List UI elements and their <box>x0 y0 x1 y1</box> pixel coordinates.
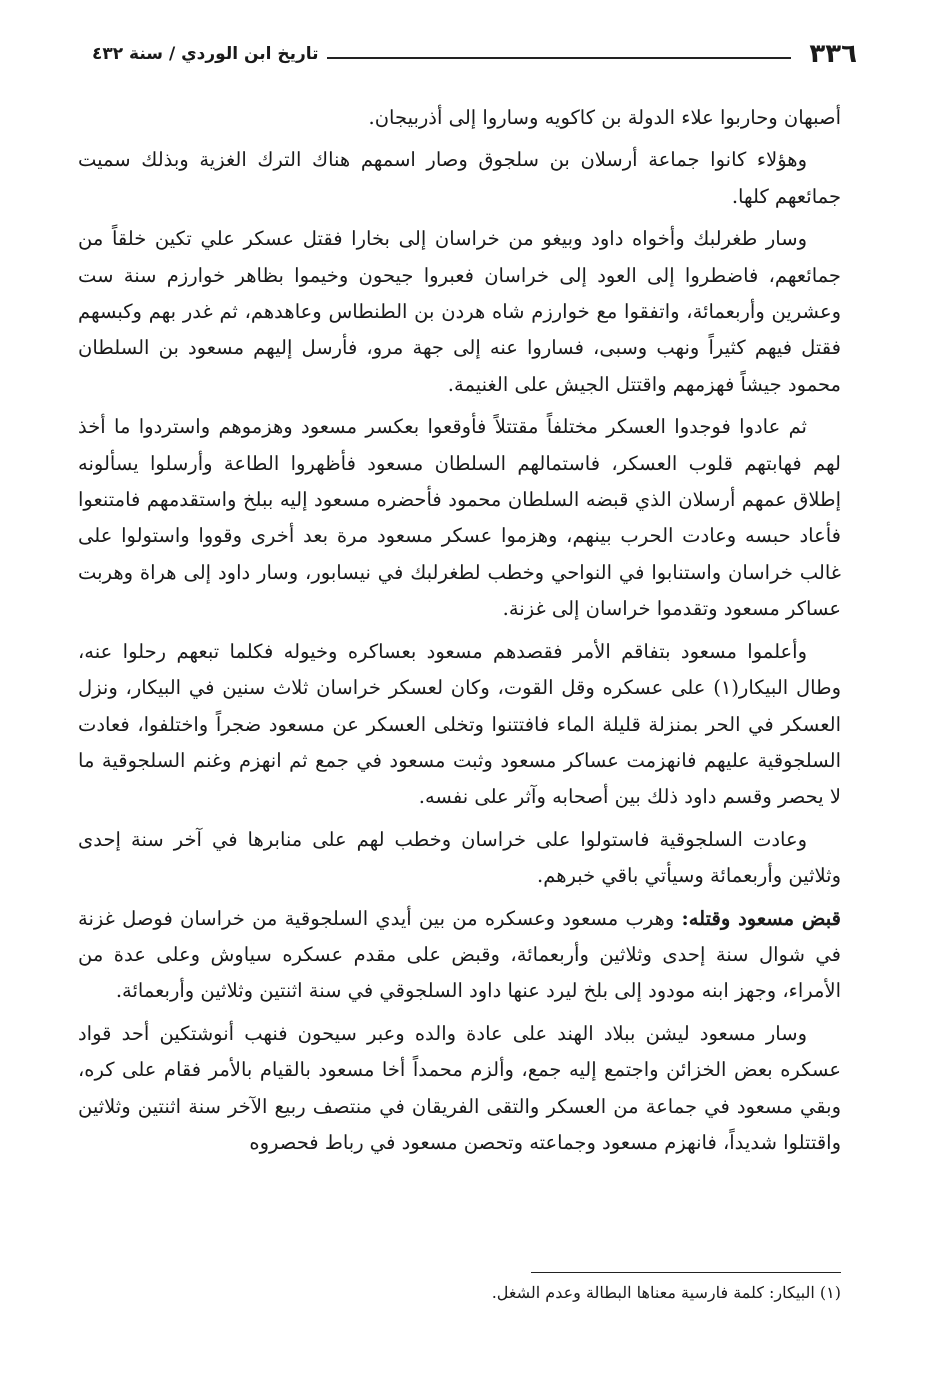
paragraph: وهؤلاء كانوا جماعة أرسلان بن سلجوق وصار اسمهم هناك الترك الغزية وبذلك سميت جمائعهم كلها. <box>78 148 841 208</box>
paragraph-with-heading: قبض مسعود وقتله: وهرب مسعود وعسكره من بين أيدي السلجوقية من خراسان فوصل غزنة في شوال سنة إحدى وثلاثين وأربعمائة، وقبض على مقدم عسكره سياوش وعلى عدة من الأمراء، وجهز ابنه مودود إلى بلخ ليرد عنها داود السلجوقي في سنة اثنتين وثلاثين وأربعمائة. <box>78 906 841 1003</box>
footnote-rule <box>531 1272 841 1273</box>
paragraph: أصبهان وحاربوا علاء الدولة بن كاكويه وساروا إلى أذربيجان. <box>368 106 841 129</box>
body-text <box>78 100 841 1167</box>
page-header <box>92 34 857 74</box>
paragraph: وسار طغرلبك وأخواه داود وبيغو من خراسان إلى بخارا فقتل عسكر علي تكين خلقاً من جمائعهم، فاضطروا إلى العود إلى خراسان فعبروا جيحون وخيموا بظاهر خوارزم سنة ست وعشرين وأربعمائة، واتفقوا مع خوارزم شاه هردن بن الطنطاس وعاهدهم، ثم غدر بهم وكبسهم فقتل فيهم كثيراً ونهب وسبى، فساروا عنه إلى جهة مرو، فأرسل إليهم مسعود بن السلطان محمود جيشاً فهزمهم واقتتل الجيش على الغنيمة. <box>78 227 841 396</box>
footnote: (١) البيكار: كلمة فارسية معناها البطالة وعدم الشغل. <box>491 1283 841 1302</box>
running-title: تاريخ ابن الوردي / سنة ٤٣٢ <box>92 44 319 64</box>
header-rule <box>327 57 792 59</box>
paragraph: وعادت السلجوقية فاستولوا على خراسان وخطب لهم على منابرها في آخر سنة إحدى وثلاثين وأربعمائة وسيأتي باقي خبرهم. <box>78 827 841 888</box>
section-heading: قبض مسعود وقتله: <box>681 906 841 930</box>
paragraph: وسار مسعود ليشن ببلاد الهند على عادة والده وعبر سيحون فنهب أنوشتكين أحد قواد عسكره بعض الخزائن واجتمع إليه جمع، وألزم محمداً أخا مسعود بالقيام بالأمر فقام على كره، وبقي مسعود في جماعة من العسكر والتقى الفريقان في منتصف ربيع الآخر سنة اثنتين وثلاثين واقتتلوا شديداً، فانهزم مسعود وجماعته وتحصن مسعود في رباط فحصروه <box>78 1021 841 1154</box>
paragraph: ثم عادوا فوجدوا العسكر مختلفاً مقتتلاً فأوقعوا بعكسر مسعود وهزموهم واستردوا ما أخذ لهم فهابتهم قلوب العسكر، فاستمالهم السلطان مسعود فأظهروا الطاعة وأرسلوا يسألونه إطلاق عمهم أرسلان الذي قبضه السلطان محمود فأحضره مسعود إليه ببلخ واستقدمهم فامتنعوا فأعاد حبسه وعادت الحرب بينهم، وهزموا عسكر مسعود مرة بعد أخرى وقووا واستولوا على غالب خراسان واستنابوا في النواحي وخطب لطغرلبك في نيسابور، وسار داود إلى هراة وهربت عساكر مسعود وتقدموا خراسان إلى غزنة. <box>78 415 841 621</box>
paragraph: وأعلموا مسعود بتفاقم الأمر فقصدهم مسعود بعساكره وخيوله فكلما تبعهم رحلوا عنه، وطال البيكار(١) على عسكره وقل القوت، وكان لعسكر خراسان ثلاث سنين في البيكار، ونزل العسكر في الحر بمنزلة قليلة الماء فافتتنوا وتخلى العسكر عن مسعود ضجراً واختلفوا، فعادت السلجوقية عليهم فانهزمت عساكر مسعود وثبت مسعود في جمع ثم انهزم وغنم السلجوقية ما لا يحصر وقسم داود ذلك بين أصحابه وآثر على نفسه. <box>78 639 841 809</box>
page-number: ٣٣٦ <box>809 39 857 69</box>
footnote-area <box>78 1272 841 1305</box>
